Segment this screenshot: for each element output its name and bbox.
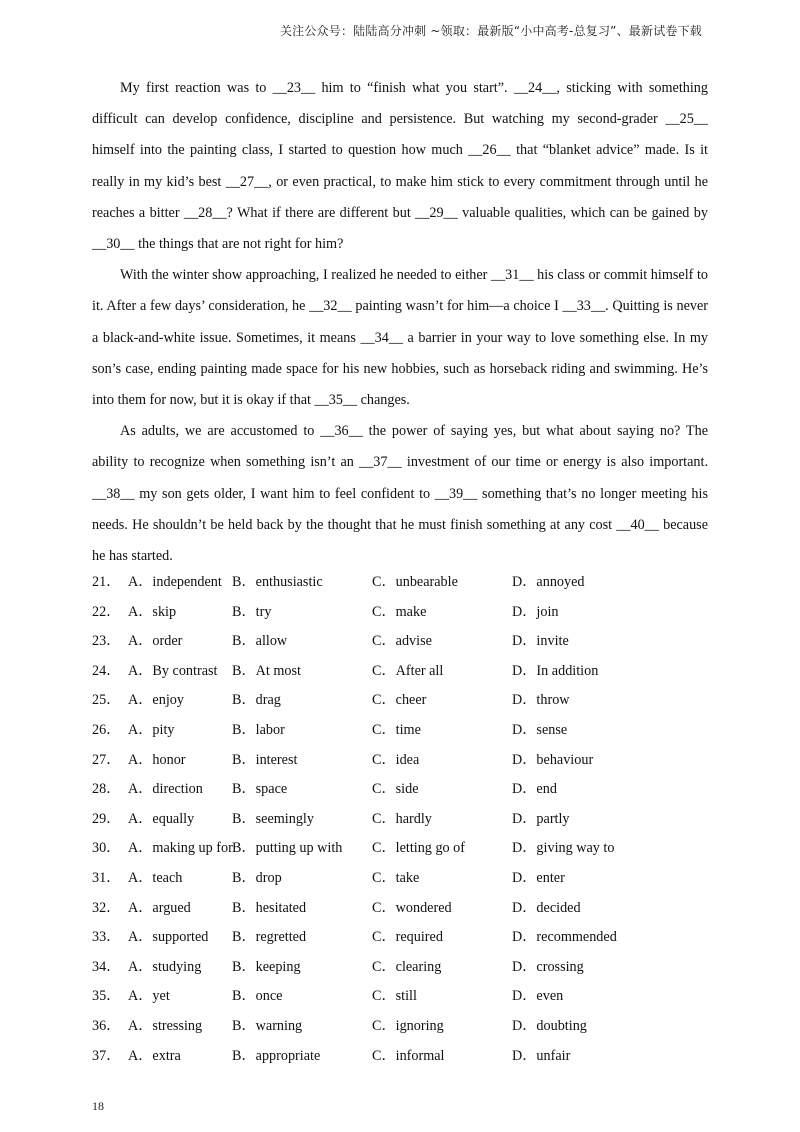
option-b: B．putting up with xyxy=(232,840,343,857)
option-c: C．clearing xyxy=(372,958,442,975)
option-d: D．sense xyxy=(512,721,568,738)
option-b: B．enthusiastic xyxy=(232,574,323,590)
page-number: 18 xyxy=(92,1099,104,1113)
option-row xyxy=(92,864,732,894)
question-number: 30． xyxy=(92,840,121,857)
option-a: A．stressing xyxy=(128,1017,203,1034)
option-c: C．hardly xyxy=(372,810,432,827)
option-b: B．At most xyxy=(232,662,301,679)
question-number: 21． xyxy=(92,574,121,590)
option-a: A．supported xyxy=(128,929,209,946)
option-d: D．decided xyxy=(512,899,581,916)
option-row xyxy=(92,894,732,924)
option-d: D．invite xyxy=(512,633,569,650)
option-row xyxy=(92,686,732,716)
option-c: C．wondered xyxy=(372,899,452,916)
option-a: A．direction xyxy=(128,781,203,798)
question-number: 29． xyxy=(92,810,121,827)
question-number: 24． xyxy=(92,662,121,679)
option-d: D．enter xyxy=(512,869,565,886)
option-a: A．pity xyxy=(128,721,175,738)
page-header: 关注公众号：陆陆高分冲刺 ~领取：最新版“小中高考-总复习”、最新试卷下载 xyxy=(279,24,702,38)
question-number: 34． xyxy=(92,958,121,975)
option-d: D．behaviour xyxy=(512,751,594,768)
option-c: C．take xyxy=(372,869,420,886)
option-b: B．drag xyxy=(232,692,281,709)
option-a: A．teach xyxy=(128,869,183,886)
passage-paragraph-3: As adults, we are accustomed to __36__ the power of saying yes, but what about saying no? The ability to recognize when something isn’t an __37__ investment of our time or energy is also important. __38__ my son gets older, I want him to feel confident to __39__ something that’s no longer meeting his needs. He shouldn’t be held back by the thought that he must finish something at any cost __40__ because he has started. xyxy=(92,423,708,565)
option-c: C．idea xyxy=(372,751,420,768)
question-number: 27． xyxy=(92,751,121,768)
question-number: 37． xyxy=(92,1047,121,1064)
question-number: 23． xyxy=(92,633,121,650)
option-b: B．seemingly xyxy=(232,810,314,827)
option-b: B．hesitated xyxy=(232,899,307,916)
option-c: C．advise xyxy=(372,633,432,650)
option-d: D．giving way to xyxy=(512,840,615,857)
option-row xyxy=(92,716,732,746)
question-number: 36． xyxy=(92,1017,121,1034)
question-number: 33． xyxy=(92,929,121,946)
option-row xyxy=(92,568,732,598)
option-b: B．allow xyxy=(232,633,288,650)
question-number: 26． xyxy=(92,721,121,738)
option-a: A．equally xyxy=(128,810,195,827)
option-d: D．throw xyxy=(512,692,570,709)
option-b: B．keeping xyxy=(232,958,301,975)
option-row xyxy=(92,598,732,628)
option-row xyxy=(92,1012,732,1042)
option-row xyxy=(92,746,732,776)
option-b: B．appropriate xyxy=(232,1047,321,1064)
option-c: C．make xyxy=(372,603,427,620)
question-number: 32． xyxy=(92,899,121,916)
option-row xyxy=(92,923,732,953)
option-c: C．still xyxy=(372,988,417,1005)
option-d: D．end xyxy=(512,781,557,798)
option-a: A．order xyxy=(128,633,183,650)
option-d: D．join xyxy=(512,603,559,620)
question-number: 35． xyxy=(92,988,121,1005)
option-c: C．ignoring xyxy=(372,1017,444,1034)
option-d: D．recommended xyxy=(512,929,617,946)
option-d: D．doubting xyxy=(512,1017,587,1034)
option-c: C．After all xyxy=(372,662,444,679)
question-number: 25． xyxy=(92,692,121,709)
cloze-passage xyxy=(92,73,708,572)
option-b: B．drop xyxy=(232,869,282,886)
option-b: B．labor xyxy=(232,721,285,738)
option-c: C．time xyxy=(372,721,421,738)
option-d: D．even xyxy=(512,988,564,1005)
question-number: 22． xyxy=(92,603,121,620)
question-number: 31． xyxy=(92,869,121,886)
option-d: D．crossing xyxy=(512,958,584,975)
option-b: B．once xyxy=(232,988,283,1005)
passage-paragraph-1: My first reaction was to __23__ him to “finish what you start”. __24__, sticking with something difficult can develop confidence, discipline and persistence. But watching my second-grader __25__ himself into the painting class, I started to question how much __26__ that “blanket advice” made. Is it really in my kid’s best __27__, or even practical, to make him stick to every commitment through until he reaches a bitter __28__? What if there are different but __29__ valuable qualities, which can be gained by __30__ the things that are not right for him? xyxy=(92,80,708,253)
option-a: A．extra xyxy=(128,1047,181,1064)
option-a: A．enjoy xyxy=(128,692,184,709)
option-a: A．argued xyxy=(128,899,191,916)
option-a: A．honor xyxy=(128,751,186,768)
option-b: B．interest xyxy=(232,751,298,768)
option-c: C．required xyxy=(372,929,443,946)
option-row xyxy=(92,805,732,835)
passage-paragraph-2: With the winter show approaching, I realized he needed to either __31__ his class or commit himself to it. After a few days’ consideration, he __32__ painting wasn’t for him—a choice I __33__. Quitting is never a black-and-white issue. Sometimes, it means __34__ a barrier in your way to love something else. In my son’s case, ending painting made space for his new hobbies, such as horseback riding and swimming. He’s into them for now, but it is okay if that __35__ changes. xyxy=(92,267,708,409)
answer-options xyxy=(92,568,732,1071)
option-d: D．annoyed xyxy=(512,574,585,590)
option-c: C．unbearable xyxy=(372,574,458,590)
option-row xyxy=(92,834,732,864)
option-c: C．letting go of xyxy=(372,840,466,857)
option-d: D．In addition xyxy=(512,662,599,679)
option-a: A．By contrast xyxy=(128,662,218,679)
option-b: B．try xyxy=(232,603,272,620)
option-c: C．informal xyxy=(372,1047,445,1064)
option-a: A．skip xyxy=(128,603,177,620)
option-b: B．warning xyxy=(232,1017,303,1034)
option-row xyxy=(92,657,732,687)
option-d: D．unfair xyxy=(512,1047,571,1064)
option-row xyxy=(92,627,732,657)
option-b: B．space xyxy=(232,781,288,798)
option-row xyxy=(92,953,732,983)
option-row xyxy=(92,1042,732,1072)
option-d: D．partly xyxy=(512,810,570,827)
option-a: A．independent xyxy=(128,574,222,590)
option-row xyxy=(92,775,732,805)
option-a: A．making up for xyxy=(128,840,233,857)
option-c: C．side xyxy=(372,781,419,798)
option-c: C．cheer xyxy=(372,692,427,709)
option-b: B．regretted xyxy=(232,929,307,946)
option-row xyxy=(92,982,732,1012)
option-a: A．yet xyxy=(128,988,170,1005)
option-a: A．studying xyxy=(128,958,202,975)
question-number: 28． xyxy=(92,781,121,798)
